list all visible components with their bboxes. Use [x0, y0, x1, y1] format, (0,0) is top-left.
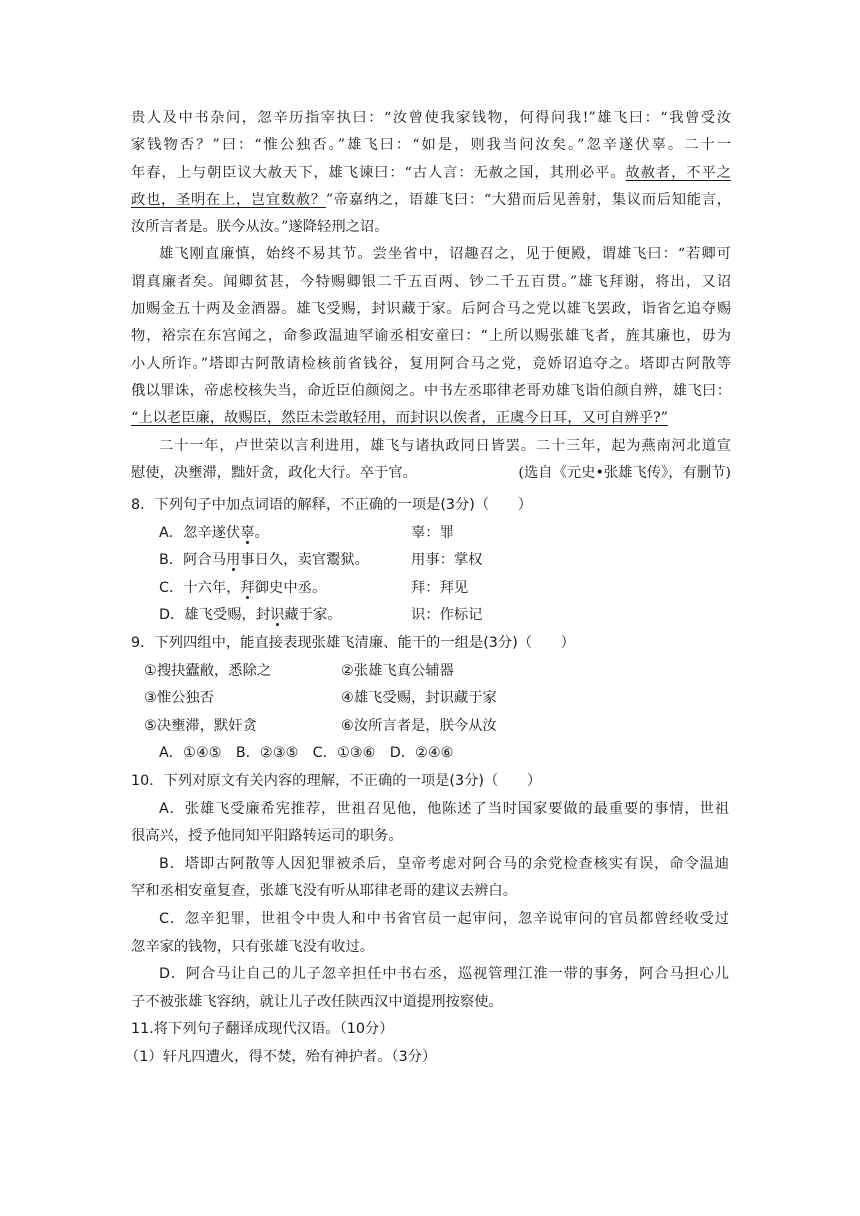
- question-9-stem: 9．下列四组中，能直接表现张雄飞清廉、能干的一组是(3分)（ ）: [131, 634, 575, 651]
- q10-option-d-cont: 子不被张雄飞容纳，就让儿子改任陕西汉中道提刑按察使。: [131, 993, 503, 1010]
- q8-option-d: D．雄飞受赐，封识藏于家。 识：作标记: [159, 607, 483, 624]
- passage-line: 小人所诈。”塔即古阿散请检核前省钱谷，复用阿合马之党，竞娇诏追夺之。塔即古阿散等: [131, 355, 731, 372]
- passage-line: 汝所言者是。朕今从汝。”遂降轻刑之诏。: [131, 219, 389, 236]
- question-10-stem: 10．下列对原文有关内容的理解，不正确的一项是(3分)（ ）: [131, 772, 542, 789]
- q9-row: ⑤决壅滞，默奸贪 ⑥汝所言者是，朕今从汝: [144, 717, 497, 734]
- passage-line: 贵人及中书杂问，忽辛历指宰执曰：“汝曾使我家钱物，何得问我!”雄飞曰：“我曾受汝: [131, 110, 731, 126]
- q9-row: ①搜抉蠹敝，悉除之 ②张雄飞真公辅器: [144, 662, 454, 679]
- q8-option-c: C．十六年，拜御史中丞。 拜：拜见: [159, 579, 469, 596]
- q10-option-a: A．张雄飞受廉希宪推荐，世祖召见他，他陈述了当时国家要做的最重要的事情，世祖: [159, 800, 729, 817]
- underlined-sentence: 故赦者，不平之: [625, 164, 731, 181]
- q10-option-c-cont: 忽辛家的钱物，只有张雄飞没有收过。: [131, 938, 375, 955]
- passage-line: 加赐金五十两及金酒器。雄飞受赐，封识藏于家。后阿合马之党以雄飞罢政，诣省乞追夺赐: [131, 301, 731, 318]
- passage-line: 谓真廉者矣。闻卿贫甚，今特赐卿银二千五百两、钞二千五百贯。”雄飞拜谢，将出，又诏: [131, 273, 731, 290]
- underlined-sentence: “上以老臣廉，故赐臣，然臣未尝敢轻用，而封识以俟者，正虞今日耳，又可自辨乎?”: [131, 410, 668, 427]
- passage-line: 家钱物否？”曰：“惟公独否。”雄飞曰：“如是，则我当问汝矣。”忽辛遂伏辜。二十一: [131, 137, 731, 154]
- q9-row: ③惟公独否 ④雄飞受赐，封识藏于家: [144, 690, 497, 707]
- underlined-sentence: 政也，圣明在上，岂宜数赦？: [131, 191, 326, 208]
- question-8-stem: 8．下列句子中加点词语的解释，不正确的一项是(3分)（ ）: [131, 497, 533, 513]
- passage-line: [131, 405, 731, 432]
- q8-option-b: B．阿合马用事日久，卖官鬻狱。 用事：掌权: [159, 552, 483, 569]
- passage-line: 雄飞刚直廉慎，始终不易其节。尝坐省中，诏趣召之，见于便殿，谓雄飞曰：“若卿可: [159, 246, 731, 263]
- q9-answer-options: A．①④⑤ B．②③⑤ C．①③⑥ D．②④⑥: [159, 745, 454, 762]
- q10-option-b: B．塔即古阿散等人因犯罪被杀后，皇帝考虑对阿合马的余党检查核实有误，命令温迪: [159, 855, 729, 872]
- q8-option-a: A．忽辛遂伏辜。 辜：罪: [159, 524, 454, 541]
- q10-option-b-cont: 罕和丞相安童复查，张雄飞没有听从耶律老哥的建议去辨白。: [131, 883, 518, 900]
- question-11-stem: 11.将下列句子翻译成现代汉语。（10分）: [131, 1021, 394, 1038]
- passage-line: 二十一年，卢世荣以言利进用，雄飞与诸执政同日皆罢。二十三年，起为燕南河北道宣: [159, 437, 731, 454]
- passage-line: 物，裕宗在东宫闻之，命参政温迪罕谕丞相安童曰：“上所以赐张雄飞者，旌其廉也，毋为: [131, 328, 731, 345]
- passage-line: 慰使，决壅滞，黜奸贪，政化大行。卒于官。 (选自《元史•张雄飞传》，有删节): [131, 460, 731, 487]
- source-citation: (选自《元史•张雄飞传》，有删节): [518, 464, 731, 481]
- q10-option-d: D．阿合马让自己的儿子忽辛担任中书右丞，巡视管理江淮一带的事务，阿合马担心儿: [159, 966, 729, 983]
- passage-line: 政也，圣明在上，岂宜数赦？”帝嘉纳之，语雄飞曰：“大猎而后见善射，集议而后知能言，: [131, 191, 732, 208]
- classical-passage: [131, 105, 731, 487]
- passage-line: 俄以罪诛，帝虑校核失当，命近臣伯颜阅之。中书左丞耶律老哥劝雄飞诣伯颜自辨，雄飞曰：: [131, 382, 731, 399]
- q10-option-a-cont: 很高兴，授予他同知平阳路转运司的职务。: [131, 828, 403, 845]
- questions: [125, 492, 751, 1071]
- q11-sentence-1: （1）轩凡四遭火，得不焚，殆有神护者。（3分）: [125, 1048, 437, 1065]
- passage-line: 年春，上与朝臣议大赦天下，雄飞谏曰：“古人言：无赦之国，其刑必平。故赦者，不平之: [131, 164, 731, 181]
- q10-option-c: C．忽辛犯罪，世祖令中贵人和中书省官员一起审问，忽辛说审问的官员都曾经收受过: [159, 910, 729, 927]
